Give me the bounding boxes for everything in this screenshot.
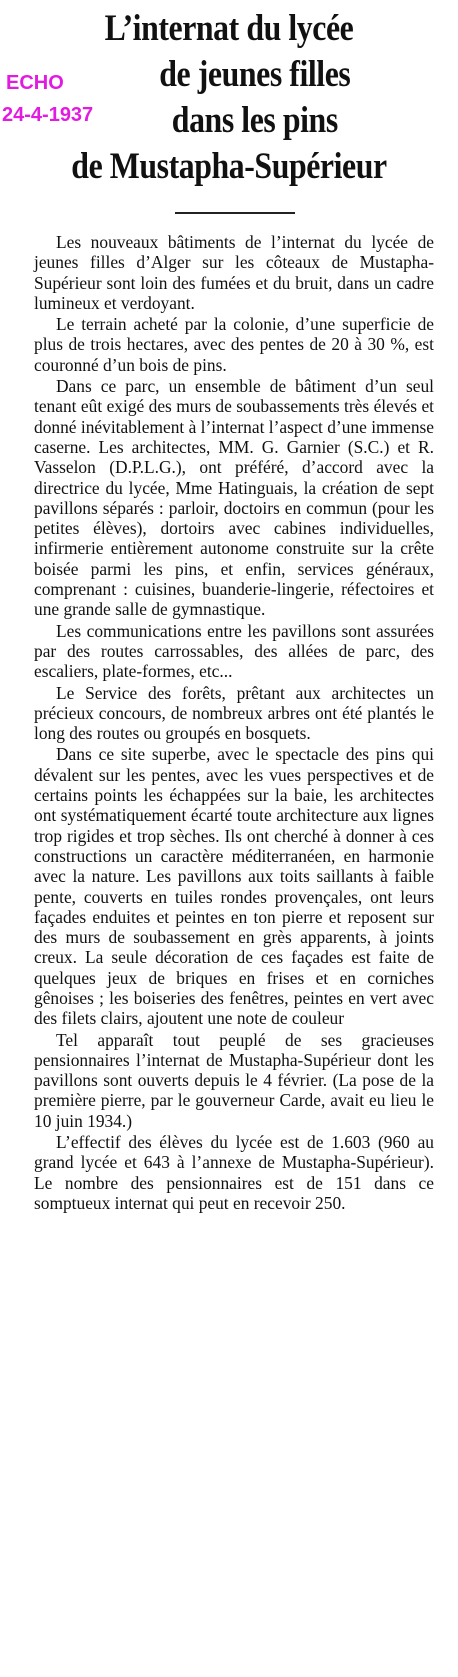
headline-line-1: L’internat du lycée [104,8,354,49]
source-stamp: ECHO [6,72,64,94]
headline-divider [175,212,295,214]
article-body [34,232,434,1214]
headline [0,6,458,190]
paragraph: Les communications entre les pavillons sont assurées par des routes carrossables, des allées de parc, des escaliers, plate-formes, etc... [34,620,434,682]
paragraph: Les nouveaux bâtiments de l’internat du lycée de jeunes filles d’Alger sur les côteaux de Mustapha-Supérieur sont loin des fumées et du bruit, dans un cadre lumineux et verdoyant. [34,232,434,313]
headline-line-2: de jeunes filles [159,54,351,95]
headline-line-3: dans les pins [171,100,338,141]
paragraph: Le terrain acheté par la colonie, d’une superficie de plus de trois hectares, avec des pentes de 20 à 30 %, est couronné d’un bois de pins. [34,314,434,375]
paragraph: L’effectif des élèves du lycée est de 1.603 (960 au grand lycée et 643 à l’annexe de Mustapha-Supérieur). Le nombre des pensionnaires est de 151 dans ce somptueux internat qui peut en recevoir 250. [34,1132,434,1213]
date-stamp: 24-4-1937 [2,104,94,126]
paragraph: Le Service des forêts, prêtant aux architectes un précieux concours, de nombreux arbres ont été plantés le long des routes ou groupés en bosquets. [34,682,434,744]
paragraph: Dans ce site superbe, avec le spectacle des pins qui dévalent sur les pentes, avec les vues perspectives et de certains points les échappées sur la baie, les architectes ont systématiquement écarté toute architecture aux lignes trop rigides et trop sèches. Ils ont cherché à donner à ces constructions un caractère méditerranéen, en harmonie avec la nature. Les pavillons aux toits saillants à faible pente, couverts en tuiles rondes provençales, ont leurs façades enduites et peintes en ton pierre et reposent sur des murs de soubassement en grès apparents, à joints creux. La seule décoration de ces façades est faite de quelques jeux de briques en frises et en corniches gênoises ; les boiseries des fenêtres, peintes en vert avec des filets clairs, ajoutent une note de couleur [34,744,434,1029]
paragraph: Tel apparaît tout peuplé de ses gracieuses pensionnaires l’internat de Mustapha-Supérieur dont les pavillons sont ouverts depuis le 4 février. (La pose de la première pierre, par le gouverneur Carde, avait eu lieu le 10 juin 1934.) [34,1029,434,1131]
headline-line-4: de Mustapha-Supérieur [71,146,387,187]
paragraph: Dans ce parc, un ensemble de bâtiment d’un seul tenant eût exigé des murs de soubassements très élevés et donné inévitablement à l’internat l’aspect d’une immense caserne. Les architectes, MM. G. Garnier (S.C.) et R. Vasselon (D.P.L.G.), ont préféré, d’accord avec la directrice du lycée, Mme Hatinguais, la création de sept pavillons séparés : parloir, doctoirs en commun (pour les petites élèves), dortoirs avec cabines individuelles, infirmerie entièrement autonome construite sur la crête boisée parmi les pins, et enfin, services généraux, comprenant : cuisines, buanderie-lingerie, réfectoires et une grande salle de gymnastique. [34,376,434,620]
